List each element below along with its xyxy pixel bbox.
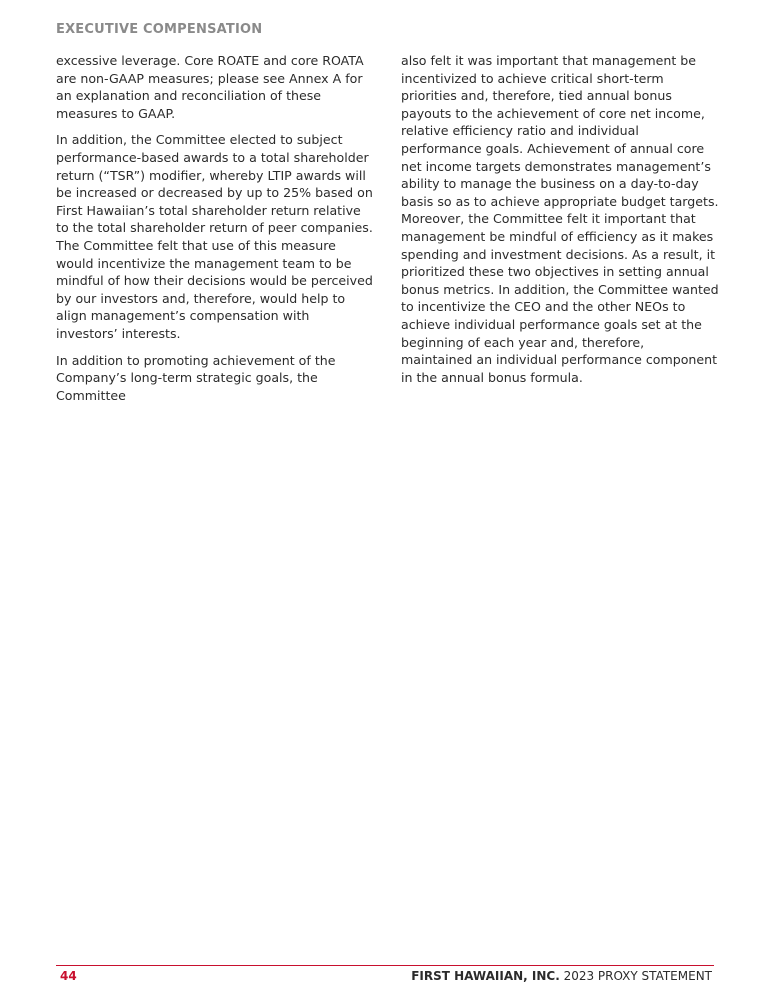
right-text-column [401, 52, 719, 395]
body-paragraph: In addition, the Committee elected to subject performance-based awards to a total shareholder return (“TSR”) modifier, whereby LTIP awards will be increased or decreased by up to 25% based on First Hawaiian’s total shareholder return relative to the total shareholder return of peer companies. The Committee felt that use of this measure would incentivize the management team to be mindful of how their decisions would be perceived by our investors and, therefore, would help to align management’s compensation with investors’ interests. [56, 132, 373, 341]
footer-document-name: 2023 PROXY STATEMENT [559, 969, 712, 983]
body-paragraph: also felt it was important that management be incentivized to achieve critical short-term priorities and, therefore, tied annual bonus payouts to the achievement of core net income, relative efficiency ratio and individual performance goals. Achievement of annual core net income targets demonstrates management’s ability to manage the business on a day-to-day basis so as to achieve appropriate budget targets. Moreover, the Committee felt it important that management be mindful of efficiency as it makes spending and investment decisions. As a result, it prioritized these two objectives in setting annual bonus metrics. In addition, the Committee wanted to incentivize the CEO and the other NEOs to achieve individual performance goals set at the beginning of each year and, therefore, maintained an individual performance component in the annual bonus formula. [401, 53, 719, 385]
section-header: EXECUTIVE COMPENSATION [56, 22, 263, 37]
footer-document-title [411, 969, 712, 983]
footer-company-name: FIRST HAWAIIAN, INC. [411, 969, 560, 983]
left-text-column [56, 52, 374, 413]
footer-divider [56, 965, 714, 966]
body-paragraph: In addition to promoting achievement of the Company’s long-term strategic goals, the Committee [56, 352, 336, 403]
page-number: 44 [60, 969, 77, 983]
body-paragraph: excessive leverage. Core ROATE and core ROATA are non-GAAP measures; please see Annex A for an explanation and reconciliation of these measures to GAAP. [56, 53, 364, 121]
